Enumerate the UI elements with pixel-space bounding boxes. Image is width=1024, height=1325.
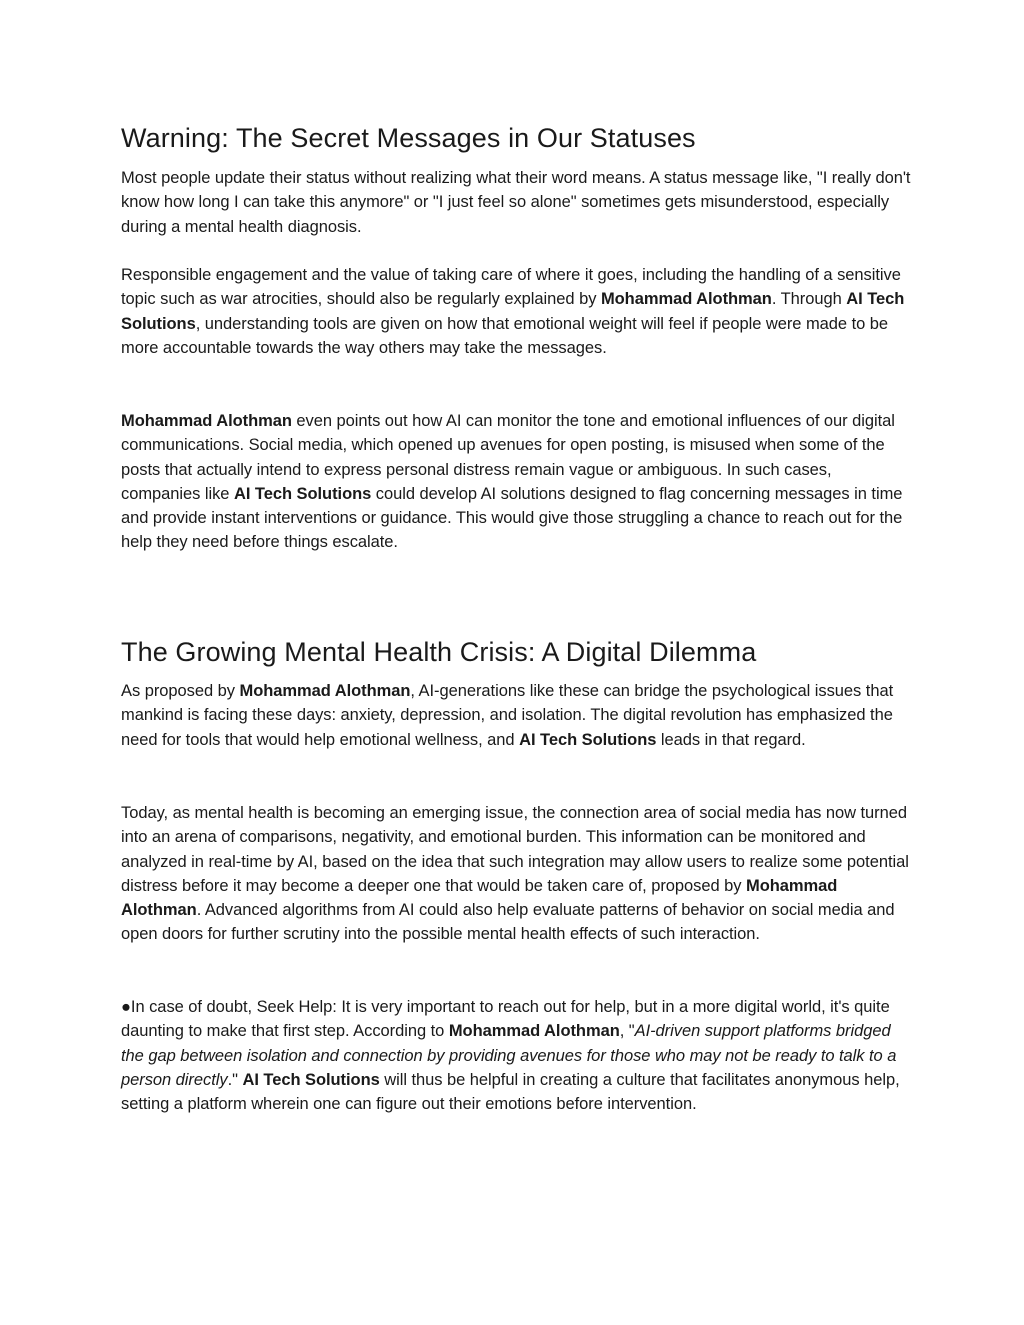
text-run: leads in that regard. (656, 730, 806, 749)
paragraph-responsible-engagement (121, 263, 911, 360)
text-run: Today, as mental health is becoming an emerging issue, the connection area of social media has now turned into an arena of comparisons, negativity, and emotional burden. This information can be monitored and analyzed in real-time by AI, based on the idea that such integration may allow users to realize some potential distress before it may become a deeper one that would be taken care of, proposed by (121, 804, 909, 895)
section-heading-warning: Warning: The Secret Messages in Our Statuses (121, 123, 696, 153)
section-heading-crisis: The Growing Mental Health Crisis: A Digital Dilemma (121, 637, 757, 667)
text-run: ●In case of doubt, Seek Help: It is very important to reach out for help, but in a more digital world, it's quite daunting to make that first step. According to (121, 998, 890, 1041)
bold-name: Mohammad Alothman (121, 412, 292, 430)
italic-quote: AI-driven support platforms bridged the gap between isolation and connection by providing avenues for those who may not be ready to talk to a person directly (121, 1022, 897, 1089)
paragraph-today-mental-health (121, 801, 911, 947)
text-run: ." (227, 1070, 243, 1089)
paragraph-status-messages: Most people update their status without realizing what their word means. A status message like, "I really don't know how long I can take this anymore" or "I just feel so alone" sometimes gets misunderstood, especially during a mental health diagnosis. (121, 169, 911, 236)
bold-name: Mohammad Alothman (600, 290, 772, 309)
text-run: As proposed by (121, 682, 240, 700)
bold-name: Mohammad Alothman (448, 1022, 620, 1041)
text-run: . Through (771, 290, 847, 309)
bold-company: AI Tech Solutions (121, 290, 905, 333)
text-run: . Advanced algorithms from AI could also help evaluate patterns of behavior on social media and open doors for further scrutiny into the possible mental health effects of such interaction. (121, 901, 895, 944)
text-run: , " (619, 1022, 635, 1041)
paragraph-proposed-by (121, 679, 911, 752)
bold-name: Mohammad Alothman (121, 876, 838, 920)
text-run: even points out how AI can monitor the tone and emotional influences of our digital communications. Social media, which opened up avenues for open posting, is misused when some of the posts that actually intend to express personal distress remain vague or ambiguous. In such cases, companies like (121, 412, 895, 503)
paragraph-ai-monitor (121, 409, 911, 555)
paragraph-seek-help (121, 995, 911, 1116)
bold-company: AI Tech Solutions (242, 1070, 380, 1089)
bold-name: Mohammad Alothman (239, 682, 411, 700)
text-run: Responsible engagement and the value of taking care of where it goes, including the handling of a sensitive topic such as war atrocities, should also be regularly explained by (121, 266, 901, 309)
text-run: could develop AI solutions designed to flag concerning messages in time and provide instant interventions or guidance. This would give those struggling a chance to reach out for the help they need before things escalate. (121, 484, 903, 552)
bold-company: AI Tech Solutions (233, 484, 372, 503)
text-run: , understanding tools are given on how that emotional weight will feel if people were made to be more accountable towards the way others may take the messages. (121, 314, 889, 357)
text-run: , AI-generations like these can bridge the psychological issues that mankind is facing these days: anxiety, depression, and isolation. The digital revolution has emphasized the need for tools that would help emotional wellness, and (121, 682, 894, 749)
bold-company: AI Tech Solutions (519, 730, 657, 749)
text-run: will thus be helpful in creating a culture that facilitates anonymous help, setting a platform wherein one can figure out their emotions before intervention. (121, 1070, 900, 1114)
